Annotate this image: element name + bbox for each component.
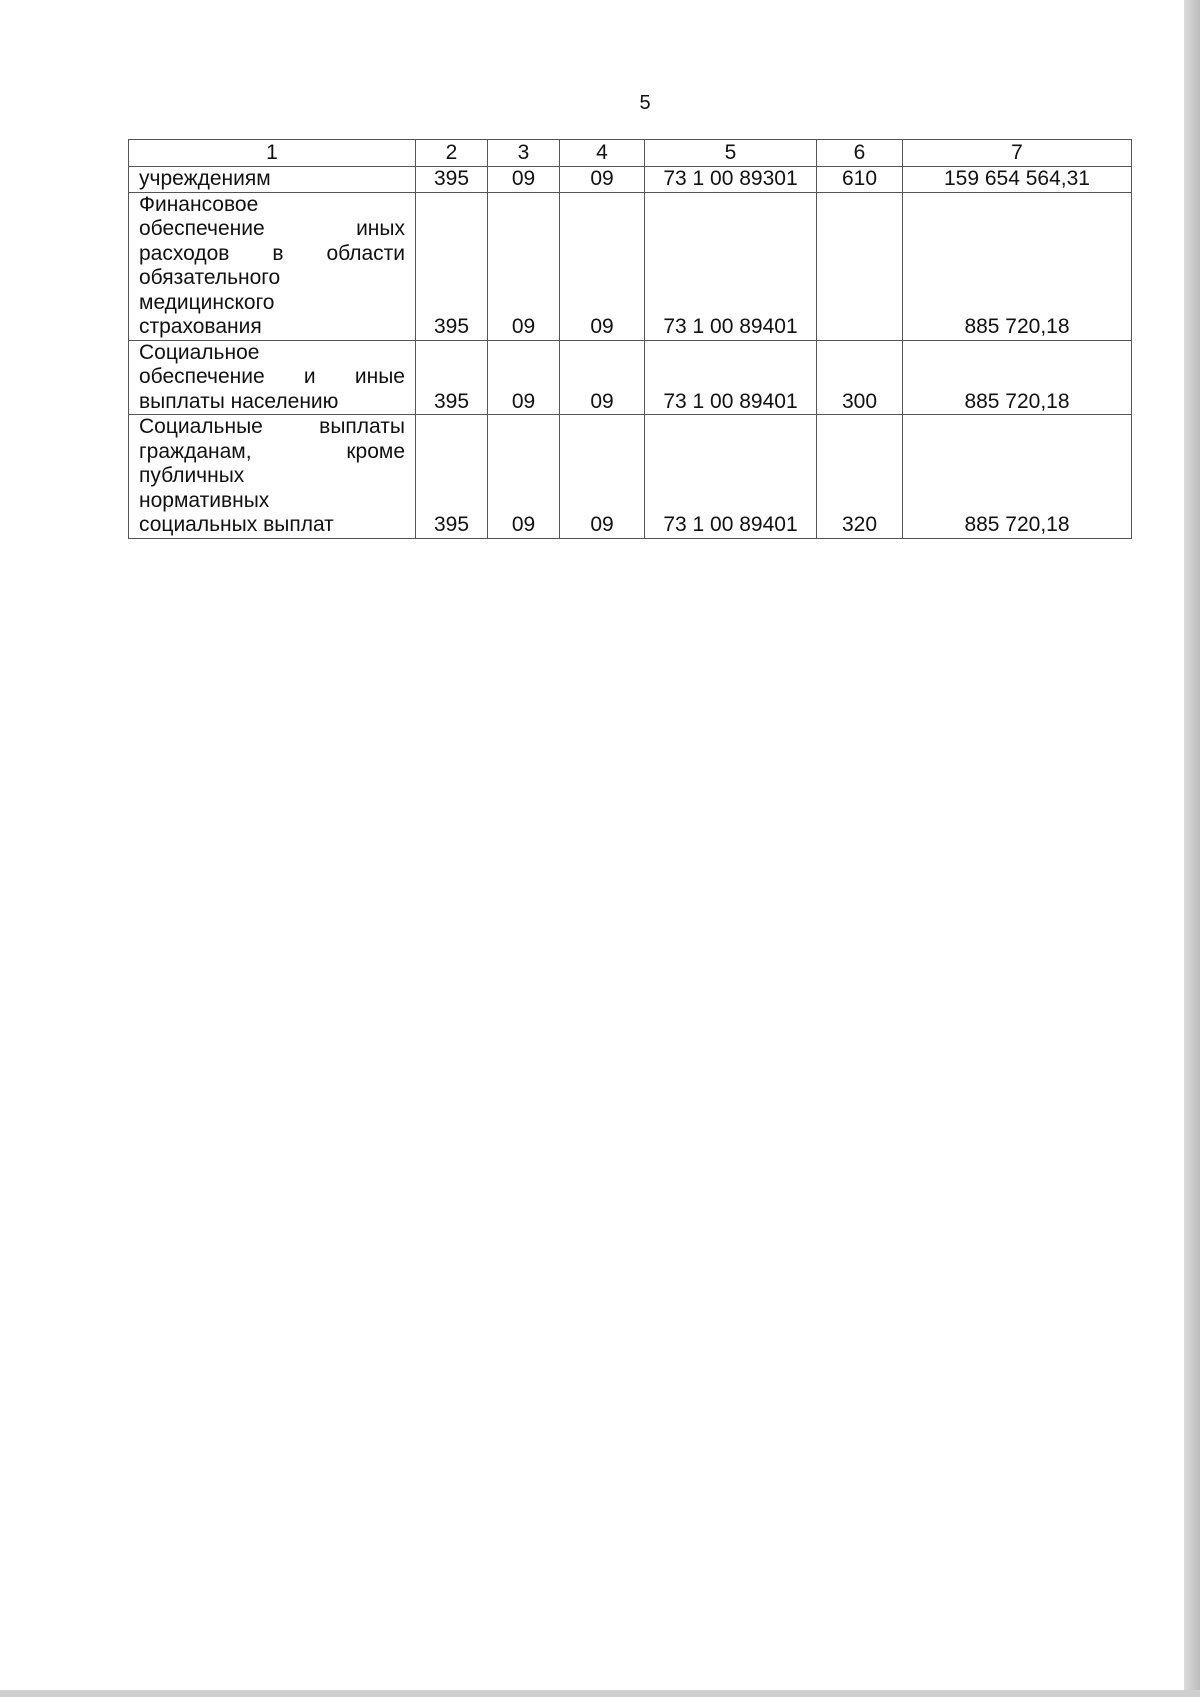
row-description (129, 167, 416, 193)
cell-col6: 300 (817, 340, 903, 415)
page-number: 5 (639, 92, 651, 114)
description-line: медицинского (139, 290, 275, 314)
cell-col3: 09 (488, 415, 560, 539)
header-cell: 5 (645, 140, 817, 167)
row-description (129, 192, 416, 340)
cell-col3: 09 (488, 340, 560, 415)
cell-col7: 885 720,18 (903, 192, 1132, 340)
description-line: Финансовое (139, 192, 259, 216)
cell-col4: 09 (560, 167, 645, 193)
table-row (129, 192, 1132, 340)
cell-col3: 09 (488, 167, 560, 193)
description-line: публичных (139, 464, 245, 487)
table-row (129, 340, 1132, 415)
cell-col5: 73 1 00 89401 (645, 340, 817, 415)
header-cell: 6 (817, 140, 903, 167)
table-row (129, 167, 1132, 193)
cell-col4: 09 (560, 415, 645, 539)
table-row (129, 415, 1132, 539)
description-line: нормативных (139, 488, 270, 512)
description-line: выплаты населению (139, 389, 339, 413)
cell-col2: 395 (416, 167, 488, 193)
header-cell: 1 (129, 140, 416, 167)
description-line: Социальное (139, 340, 260, 364)
cell-col6 (817, 192, 903, 340)
header-cell: 3 (488, 140, 560, 167)
scan-edge-right (1184, 0, 1200, 1697)
cell-col2: 395 (416, 415, 488, 539)
description-line: расходов в области (139, 241, 405, 265)
row-description (129, 340, 416, 415)
cell-col5: 73 1 00 89301 (645, 167, 817, 193)
cell-col5: 73 1 00 89401 (645, 192, 817, 340)
description-line: обязательного (139, 266, 281, 289)
description-line: гражданам, кроме (139, 439, 405, 463)
scan-edge-bottom (0, 1690, 1200, 1697)
header-cell: 2 (416, 140, 488, 167)
description-line: обеспечение иных (139, 217, 405, 240)
table-header-row (129, 140, 1132, 167)
cell-col3: 09 (488, 192, 560, 340)
cell-col4: 09 (560, 340, 645, 415)
description-line: страхования (139, 315, 262, 338)
cell-col4: 09 (560, 192, 645, 340)
description-line: социальных выплат (139, 513, 334, 536)
header-cell: 4 (560, 140, 645, 167)
cell-col7: 885 720,18 (903, 340, 1132, 415)
header-cell: 7 (903, 140, 1132, 167)
cell-col6: 320 (817, 415, 903, 539)
description-line: Социальные выплаты (139, 415, 405, 438)
row-description (129, 415, 416, 539)
cell-col2: 395 (416, 192, 488, 340)
cell-col7: 885 720,18 (903, 415, 1132, 539)
cell-col6: 610 (817, 167, 903, 193)
cell-col2: 395 (416, 340, 488, 415)
description-line: учреждениям (139, 167, 271, 190)
cell-col5: 73 1 00 89401 (645, 415, 817, 539)
cell-col7: 159 654 564,31 (903, 167, 1132, 193)
budget-table (128, 139, 1132, 539)
description-line: обеспечение и иные (139, 365, 405, 388)
